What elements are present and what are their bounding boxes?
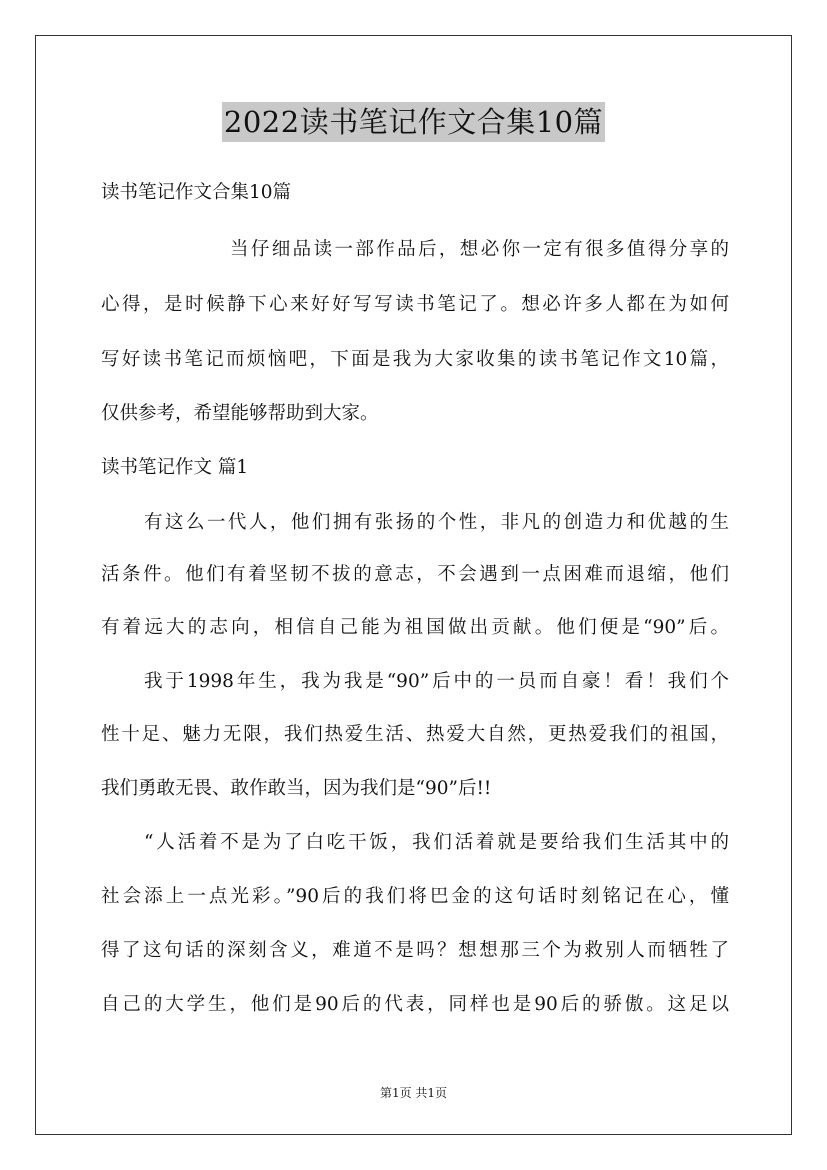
paragraph-line: 我于1998年生，我为我是“90”后中的一员而自豪！看！我们个	[144, 671, 729, 692]
paragraph-line: 我们勇敢无畏、敢作敢当，因为我们是“90”后!!	[101, 778, 492, 799]
paragraph-line: 当仔细品读一部作品后，想必你一定有很多值得分享的	[230, 239, 729, 260]
paragraph-line: 性十足、魅力无限，我们热爱生活、热爱大自然，更热爱我们的祖国，	[101, 724, 729, 745]
paragraph-line: 仅供参考，希望能够帮助到大家。	[101, 403, 379, 424]
paragraph-line: 自己的大学生，他们是90后的代表，同样也是90后的骄傲。这足以	[101, 994, 729, 1015]
paragraph-line: “人活着不是为了白吃干饭，我们活着就是要给我们生活其中的	[144, 832, 729, 853]
paragraph-line: 得了这句话的深刻含义，难道不是吗？想想那三个为救别人而牺牲了	[101, 940, 729, 961]
page-footer: 第1页 共1页	[379, 1086, 448, 1100]
paragraph-line: 有这么一代人，他们拥有张扬的个性，非凡的创造力和优越的生	[144, 512, 729, 533]
paragraph-line: 活条件。他们有着坚韧不拔的意志，不会遇到一点困难而退缩，他们	[101, 564, 729, 585]
paragraph-line: 写好读书笔记而烦恼吧，下面是我为大家收集的读书笔记作文10篇，	[101, 349, 729, 370]
paragraph-line: 社会添上一点光彩。”90后的我们将巴金的这句话时刻铭记在心，懂	[101, 886, 729, 907]
paragraph-line: 有着远大的志向，相信自己能为祖国做出贡献。他们便是“90”后。	[101, 617, 729, 638]
title-container	[0, 102, 827, 142]
document-title: 2022读书笔记作文合集10篇	[222, 102, 605, 142]
paragraph-line: 心得，是时候静下心来好好写写读书笔记了。想必许多人都在为如何	[101, 294, 729, 315]
subtitle-line: 读书笔记作文合集10篇	[101, 182, 292, 203]
section-heading: 读书笔记作文 篇1	[101, 457, 249, 478]
